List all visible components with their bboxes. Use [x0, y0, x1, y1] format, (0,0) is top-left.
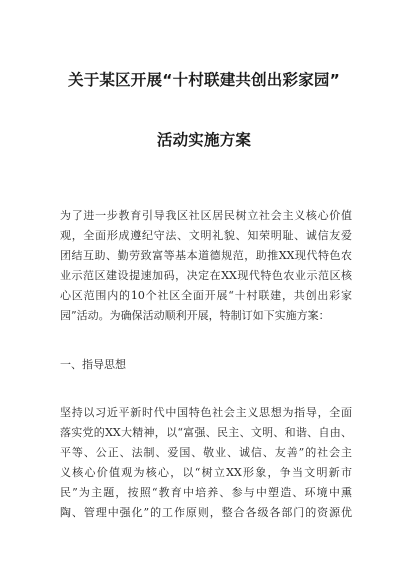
intro-line: 团结互助、勤劳致富等基本道德规范，助推XX现代特色农 — [60, 249, 352, 262]
section1-line: 民”为主题，按照“教育中培养、参与中塑造、环境中熏 — [60, 486, 352, 499]
intro-line: 园”活动。为确保活动顺利开展，特制订如下实施方案： — [60, 309, 330, 322]
document-title-line-1: 关于某区开展“十村联建共创出彩家园” — [68, 71, 340, 89]
intro-line: 业示范区建设提速加码，决定在XX现代特色农业示范区核 — [60, 269, 352, 282]
intro-line: 观，全面形成遵纪守法、文明礼貌、知荣明耻、诚信友爱 — [60, 229, 352, 242]
intro-line: 为了进一步教育引导我区社区居民树立社会主义核心价值 — [60, 209, 352, 222]
section1-line: 坚持以习近平新时代中国特色社会主义思想为指导，全面 — [60, 406, 352, 419]
section1-line: 落实党的XX大精神，以“富强、民主、文明、和谐、自由、 — [60, 426, 352, 439]
section1-line: 陶、管理中强化”的工作原则，整合各级各部门的资源优 — [60, 506, 352, 519]
section1-line: 义核心价值观为核心，以“树立XX形象，争当文明新市 — [60, 466, 352, 479]
section-heading-guiding-ideology: 一、指导思想 — [60, 358, 126, 371]
section1-line: 平等、公正、法制、爱国、敬业、诚信、友善”的社会主 — [60, 446, 352, 459]
document-title-line-2: 活动实施方案 — [156, 131, 252, 149]
intro-line: 心区范围内的10个社区全面开展“十村联建，共创出彩家 — [60, 289, 352, 302]
